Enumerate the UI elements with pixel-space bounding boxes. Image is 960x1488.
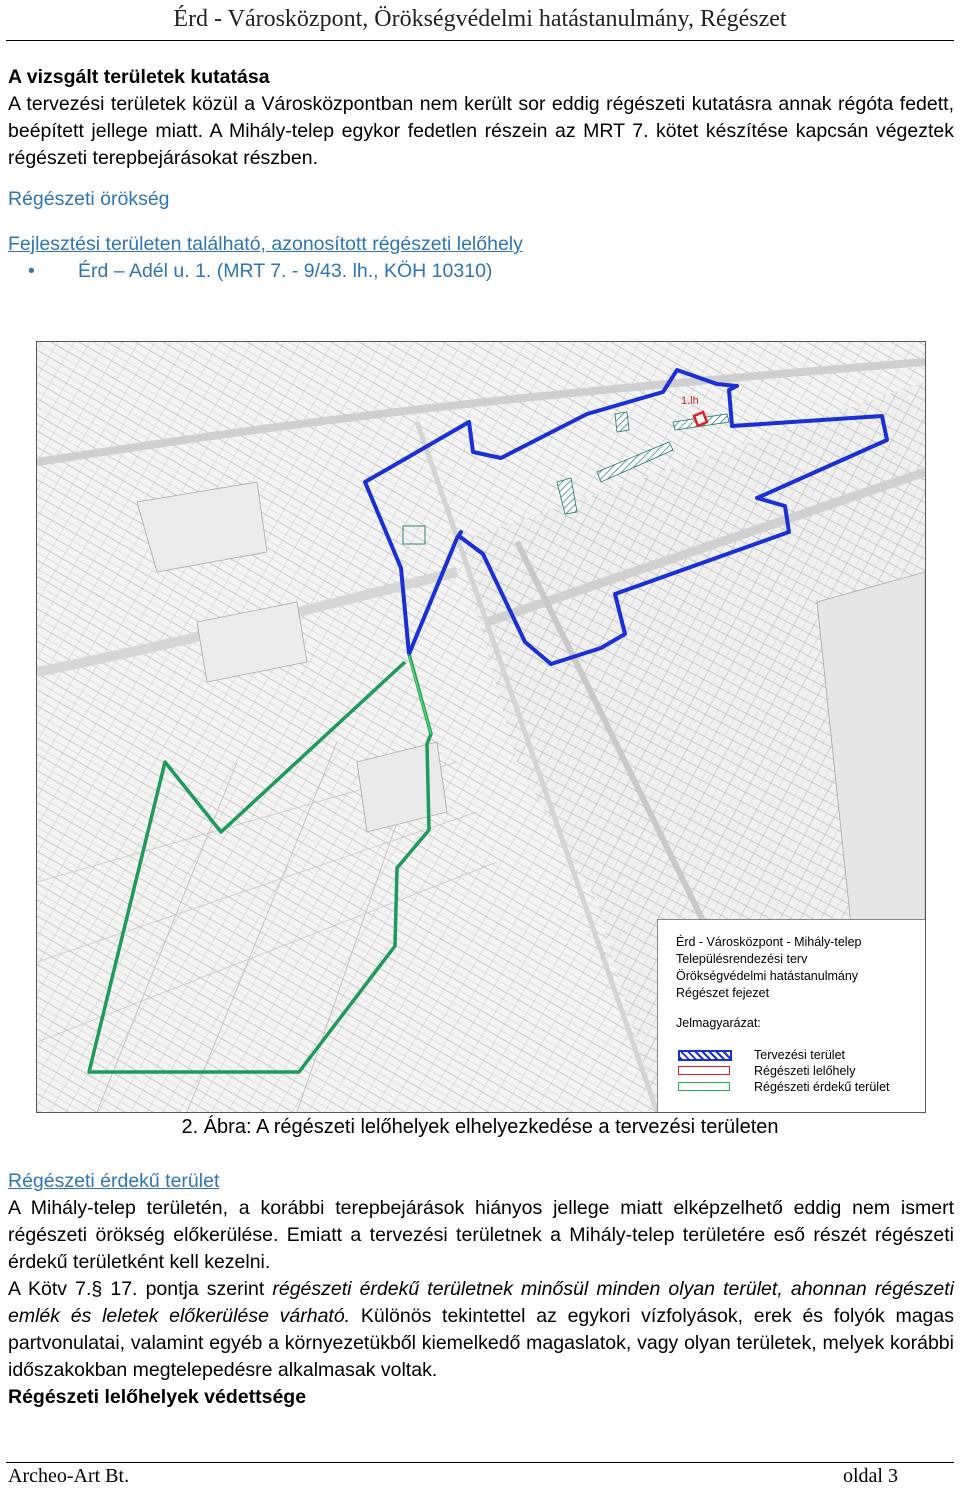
legend-title-line: Településrendezési terv: [676, 952, 808, 966]
site-label: 1.lh: [681, 395, 699, 407]
site-map: [36, 341, 926, 1113]
legend-heading: Jelmagyarázat:: [676, 1016, 761, 1030]
legend-item-site: Régészeti lelőhely: [754, 1064, 856, 1078]
site-bullet: • Érd – Adél u. 1. (MRT 7. - 9/43. lh., KÖH 10310): [8, 258, 954, 285]
top-content: [8, 64, 954, 285]
legend-swatch-site: [678, 1066, 730, 1075]
research-paragraph: A tervezési területek közül a Városközpontban nem került sor eddig régészeti kutatásra annak régóta fedett, beépített jellege miatt. A Mihály-telep egykor fedetlen részein az MRT 7. kötet készítése kapcsán végeztek régészeti terepbejárásokat részben.: [8, 93, 954, 169]
map-legend: [657, 919, 926, 1113]
footer-company: Archeo-Art Bt.: [8, 1465, 130, 1487]
footer-page-number: oldal 3: [843, 1465, 898, 1487]
lower-content: [8, 1168, 954, 1411]
heritage-heading: Régészeti örökség: [8, 188, 170, 210]
legend-item-interest: Régészeti érdekű terület: [754, 1080, 890, 1094]
legend-item-planning: Tervezési terület: [754, 1048, 846, 1062]
legend-title-line: Érd - Városközpont - Mihály-telep: [676, 935, 862, 949]
law-text-end: Különös tekintettel az egykori vízfolyások, erek és folyók magas partvonulatai, valamint egyéb a környezetükből kiemelkedő magaslatok, vagy olyan területek, melyek korábbi időszakokban megtelepedésre alkalmasak voltak.: [8, 1305, 954, 1381]
law-paragraph: [8, 1276, 954, 1384]
figure-caption: 2. Ábra: A régészeti lelőhelyek elhelyezkedése a tervezési területen: [181, 1116, 779, 1138]
interest-paragraph: A Mihály-telep területén, a korábbi terepbejárások hiányos jellege miatt elképzelhető eddig nem ismert régészeti örökség előkerülése. Emiatt a tervezési területnek a Mihály-telep területére eső részét régészeti érdekű területként kell kezelni.: [8, 1197, 954, 1273]
protection-heading: Régészeti lelőhelyek védettsége: [8, 1386, 307, 1408]
legend-swatch-planning: [678, 1050, 732, 1061]
legend-swatch-interest: [678, 1082, 730, 1091]
legend-title-line: Örökségvédelmi hatástanulmány: [676, 969, 859, 983]
research-heading: A vizsgált területek kutatása: [8, 66, 270, 88]
legend-title-line: Régészet fejezet: [676, 986, 770, 1000]
footer-rule: [6, 1462, 954, 1463]
header-rule: [6, 40, 954, 41]
law-text-start: A Kötv 7.§ 17. pontja szerint: [8, 1278, 273, 1300]
interest-heading: Régészeti érdekű terület: [8, 1170, 220, 1192]
legend-title: [676, 934, 862, 1002]
law-quote: régészeti érdekű területnek minősül minden olyan terület, ahonnan régészeti emlék és leletek előkerülése várható.: [8, 1278, 954, 1327]
page-header: Érd - Városközpont, Örökségvédelmi hatástanulmány, Régészet: [173, 6, 787, 32]
site-subheading: Fejlesztési területen található, azonosított régészeti lelőhely: [8, 233, 523, 255]
